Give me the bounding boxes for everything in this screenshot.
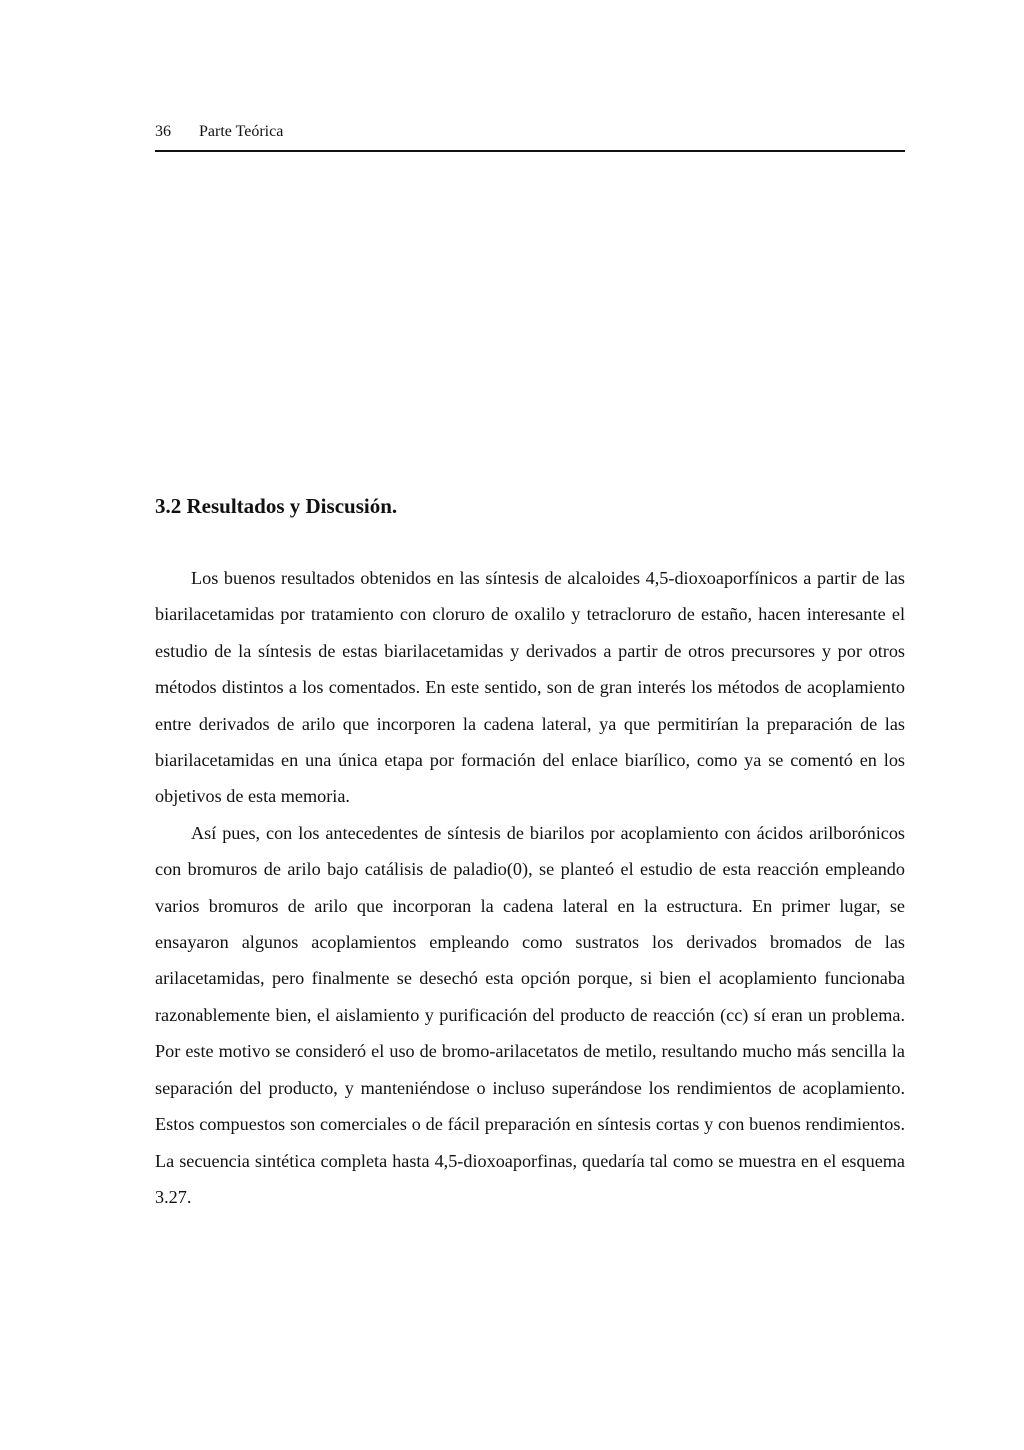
header-rule [155,150,905,152]
running-header [155,122,905,144]
body-text [155,560,905,1215]
page-number: 36 [155,123,171,140]
running-header-title: Parte Teórica [199,123,284,140]
paragraph: Así pues, con los antecedentes de síntesis de biarilos por acoplamiento con ácidos arilborónicos con bromuros de arilo bajo catálisis de paladio(0), se planteó el estudio de esta reacción empleando varios bromuros de arilo que incorporan la cadena lateral en la estructura. En primer lugar, se ensayaron algunos acoplamientos empleando como sustratos los derivados bromados de las arilacetamidas, pero finalmente se desechó esta opción porque, si bien el acoplamiento funcionaba razonablemente bien, el aislamiento y purificación del producto de reacción (cc) sí eran un problema. Por este motivo se consideró el uso de bromo-arilacetatos de metilo, resultando mucho más sencilla la separación del producto, y manteniéndose o incluso superándose los rendimientos de acoplamiento. Estos compuestos son comerciales o de fácil preparación en síntesis cortas y con buenos rendimientos. La secuencia sintética completa hasta 4,5-dioxoaporfinas, quedaría tal como se muestra en el esquema 3.27. [155,822,905,1207]
section-heading: 3.2 Resultados y Discusión. [155,494,398,518]
paragraph: Los buenos resultados obtenidos en las síntesis de alcaloides 4,5-dioxoaporfínicos a partir de las biarilacetamidas por tratamiento con cloruro de oxalilo y tetracloruro de estaño, hacen interesante el estudio de la síntesis de estas biarilacetamidas y derivados a partir de otros precursores y por otros métodos distintos a los comentados. En este sentido, son de gran interés los métodos de acoplamiento entre derivados de arilo que incorporen la cadena lateral, ya que permitirían la preparación de las biarilacetamidas en una única etapa por formación del enlace biarílico, como ya se comentó en los objetivos de esta memoria. [155,568,905,807]
